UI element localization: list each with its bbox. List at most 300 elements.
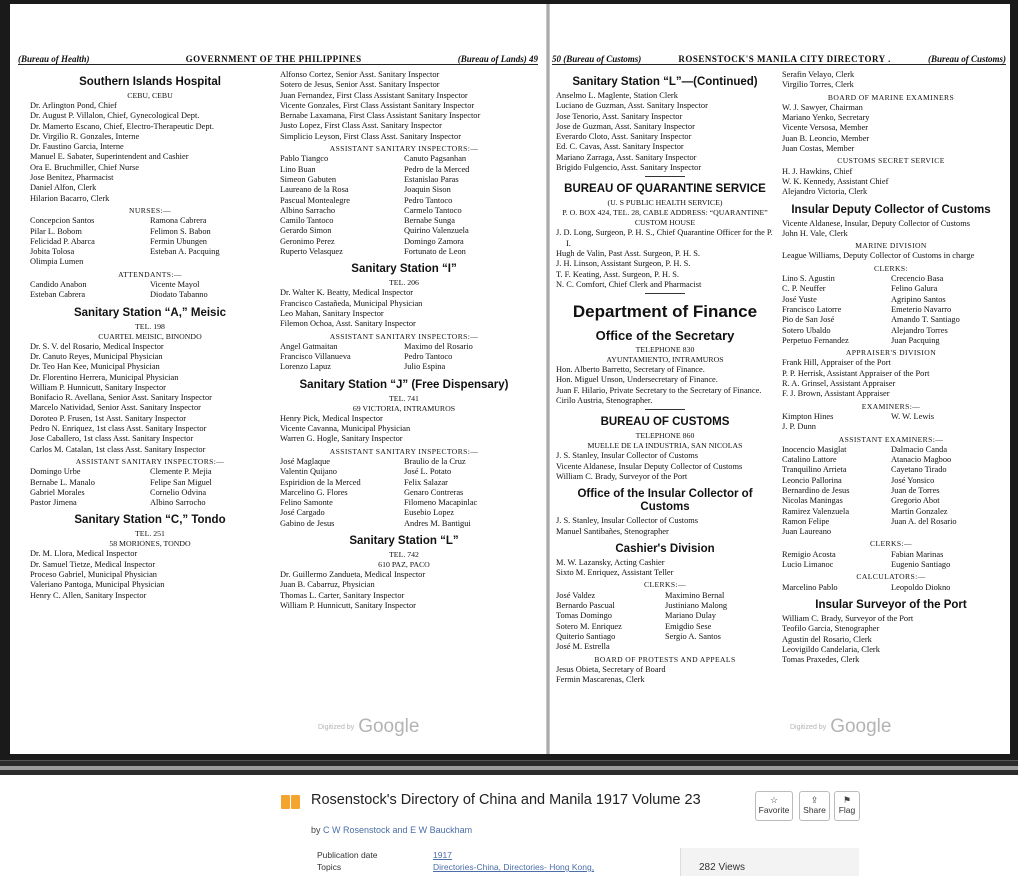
listing-entry: Cirilo Austria, Stenographer. — [556, 396, 653, 406]
listing-name: Simeon Gabuten — [280, 174, 337, 184]
name-pair — [556, 642, 774, 652]
listing-name: Albino Sarracho — [280, 205, 336, 215]
name-pair — [782, 284, 1000, 294]
listing-name: Felimon S. Babon — [150, 226, 211, 236]
listing-name: Atanacio Magboo — [891, 455, 952, 465]
name-pair — [30, 257, 270, 267]
subheading: ATTENDANTS:— — [118, 269, 182, 279]
address-line: 610 PAZ, PACO — [378, 559, 430, 569]
listing-entry: Dr. Walter K. Beatty, Medical Inspector — [280, 288, 414, 298]
listing-name: C. P. Neuffer — [782, 284, 826, 294]
section-heading: Cashier's Division — [615, 542, 715, 555]
listing-name: Pascual Montealegre — [280, 195, 350, 205]
address-line: TELEPHONE 830 — [635, 345, 695, 355]
listing-entry: Leo Mahan, Sanitary Inspector — [280, 308, 384, 318]
listing-entry: Serafin Velayo, Clerk — [782, 70, 855, 79]
listing-name: Eugenio Santiago — [891, 560, 951, 570]
listing-entry: Vicente Gonzales, First Class Assistant Sanitary Inspector — [280, 100, 475, 110]
name-pair — [280, 226, 528, 236]
listing-entry: Vicente Versosa, Member — [782, 123, 869, 133]
left-running-head — [18, 48, 538, 65]
section-heading: Office of the Insular Collector of Customs — [577, 488, 753, 514]
listing-entry: Vicente Cavanna, Municipal Physician — [280, 424, 411, 434]
listing-entry: Hilarion Bacarro, Clerk — [30, 193, 110, 203]
listing-entry: Pedro N. Enriquez, 1st class Asst. Sanitary Inspector — [30, 424, 207, 434]
listing-name: Pastor Jimena — [30, 498, 77, 508]
listing-entry: Luciano de Guzman, Asst. Sanitary Inspector — [556, 101, 708, 111]
listing-entry: Alfonso Cortez, Senior Asst. Sanitary Inspector — [280, 70, 440, 79]
right-column-2 — [782, 70, 1000, 665]
listing-entry: Jose Tenorio, Asst. Sanitary Inspector — [556, 111, 683, 121]
listing-name: Martin Gonzalez — [891, 506, 948, 516]
listing-entry: Juan B. Leoncio, Member — [782, 133, 870, 143]
listing-name: Amando T. Santiago — [891, 315, 960, 325]
listing-entry: Frank Hill, Appraiser of the Port — [782, 358, 891, 368]
name-pair — [556, 611, 774, 621]
listing-entry: Dr. Samuel Tietze, Medical Inspector — [30, 559, 156, 569]
listing-name: José Yuste — [782, 294, 817, 304]
address-line: CEBU, CEBU — [127, 91, 173, 100]
listing-entry: Daniel Alfon, Clerk — [30, 183, 97, 193]
listing-name: Justiniano Malong — [665, 601, 728, 611]
name-pair — [556, 601, 774, 611]
divider — [645, 176, 685, 177]
scrubber-track[interactable] — [0, 766, 1018, 770]
name-pair — [30, 216, 270, 226]
listing-name: Cayetano Tirado — [891, 465, 947, 475]
listing-entry: Carlos M. Catalan, 1st class Asst. Sanitary Inspector — [30, 444, 206, 454]
name-pair — [280, 206, 528, 216]
section-heading: Southern Islands Hospital — [79, 76, 221, 88]
listing-name: Candido Anabon — [30, 280, 87, 290]
listing-name: Esteban A. Pacquing — [150, 247, 220, 257]
listing-name: Juan Pacquing — [891, 335, 940, 345]
listing-entry: Jose Benitez, Pharmacist — [30, 173, 114, 183]
left-running-head-center: GOVERNMENT OF THE PHILIPPINES — [185, 54, 362, 64]
listing-entry: Hon. Miguel Unson, Undersecretary of Finance. — [556, 375, 718, 385]
listing-name: Carmelo Tantoco — [404, 205, 462, 215]
listing-name: Kimpton Hines — [782, 411, 834, 421]
listing-entry: Mariano Yenko, Secretary — [782, 113, 870, 123]
name-pair — [30, 227, 270, 237]
share-button[interactable] — [799, 791, 830, 821]
section-heading: Sanitary Station “L” — [349, 534, 459, 547]
share-icon: ⇪ — [810, 795, 819, 805]
right-running-head — [552, 48, 1006, 65]
listing-name: Vicente Mayol — [150, 280, 200, 290]
listing-name: Gerardo Simon — [280, 226, 332, 236]
listing-entry: Marcelo Natividad, Senior Asst. Sanitary Inspector — [30, 403, 201, 413]
listing-name: Domingo Urbe — [30, 467, 81, 477]
name-pair — [782, 507, 1000, 517]
listing-entry: J. H. Linson, Assistant Surgeon, P. H. S. — [556, 259, 691, 269]
flag-button[interactable] — [834, 791, 860, 821]
listing-name: Lino S. Agustin — [782, 274, 835, 284]
google-watermark-right — [790, 716, 891, 738]
section-heading: Sanitary Station “C,” Tondo — [74, 514, 226, 527]
listing-name: Gregorio Abot — [891, 496, 940, 506]
name-pair — [280, 478, 528, 488]
listing-name: Albino Sarrocho — [150, 498, 206, 508]
listing-name: José Maglaque — [280, 456, 331, 466]
address-line: TEL. 206 — [389, 278, 419, 288]
address-line: TEL. 742 — [389, 549, 419, 559]
listing-entry: William C. Brady, Surveyor of the Port — [556, 471, 688, 481]
section-heading: Department of Finance — [572, 302, 758, 322]
name-pair — [280, 185, 528, 195]
listing-name: Remigio Acosta — [782, 549, 836, 559]
name-pair — [30, 488, 270, 498]
listing-name: Ramirez Valenzuela — [782, 506, 850, 516]
author-link[interactable]: C W Rosenstock and E W Bauckham — [323, 825, 473, 835]
listing-entry: J. S. Stanley, Insular Collector of Customs — [556, 516, 699, 526]
subheading: ASSISTANT EXAMINERS:— — [838, 434, 944, 444]
listing-name: Fermin Ubungen — [150, 236, 207, 246]
listing-name: Eusebio Lopez — [404, 508, 455, 518]
address-line: CUSTOM HOUSE — [634, 218, 696, 228]
listing-name: Canuto Pagsanhan — [404, 154, 467, 164]
address-line: CUARTEL MEISIC, BINONDO — [98, 331, 202, 341]
listing-name: Sotero Ubaldo — [782, 325, 831, 335]
section-heading: Insular Deputy Collector of Customs — [791, 203, 991, 216]
listing-name: Maximino Bernal — [665, 590, 725, 600]
listing-name: Francisco Villanueva — [280, 352, 351, 362]
listing-entry: William C. Brady, Surveyor of the Port — [782, 613, 914, 623]
listing-entry: Hugh de Valin, Past Asst. Surgeon, P. H. S. — [556, 248, 700, 258]
listing-name: Braulio de la Cruz — [404, 456, 466, 466]
name-pair — [556, 632, 774, 642]
listing-entry: Filemon Ochoa, Asst. Sanitary Inspector — [280, 319, 416, 329]
item-title: Rosenstock's Directory of China and Manila 1917 Volume 23 — [311, 792, 701, 808]
listing-name: Sotero M. Enriquez — [556, 621, 622, 631]
subheading: ASSISTANT SANITARY INSPECTORS:— — [75, 456, 225, 466]
listing-name: Bernabe L. Manalo — [30, 477, 95, 487]
item-details — [0, 775, 1018, 876]
topics-label: Topics — [317, 862, 342, 872]
listing-name: Francisco Latorre — [782, 304, 842, 314]
listing-name: Catalino Lattore — [782, 455, 837, 465]
listing-entry: Simplicio Leyson, First Class Asst. Sanitary Inspector — [280, 131, 461, 141]
listing-entry: Proceso Gabriel, Municipal Physician — [30, 569, 157, 579]
subheading: CLERKS:— — [869, 539, 913, 549]
name-pair — [556, 591, 774, 601]
listing-entry: Dr. Mamerto Escano, Chief, Electro-Therapeutic Dept. — [30, 121, 214, 131]
listing-name: Jobita Tolosa — [30, 247, 75, 257]
name-pair — [556, 622, 774, 632]
listing-entry: League Williams, Deputy Collector of Customs in charge — [782, 251, 975, 261]
address-line: 69 VICTORIA, INTRAMUROS — [352, 403, 456, 413]
listing-name: Gabino de Jesus — [280, 518, 335, 528]
listing-name: Olimpia Lumen — [30, 257, 84, 267]
name-pair — [782, 305, 1000, 315]
listing-name: Bernardo Pascual — [556, 601, 615, 611]
section-heading: Sanitary Station “I” — [351, 263, 457, 276]
listing-name: Cornelio Odvina — [150, 487, 207, 497]
watermark-small: Digitized by — [318, 723, 355, 731]
name-pair — [280, 352, 528, 362]
section-heading: Sanitary Station “A,” Meisic — [73, 306, 227, 319]
name-pair — [280, 508, 528, 518]
watermark-large: Google — [830, 716, 892, 737]
listing-name: Emeterio Navarro — [891, 304, 952, 314]
star-icon: ☆ — [769, 795, 779, 805]
listing-name: Leoncio Pallorina — [782, 475, 842, 485]
address-line: TEL. 251 — [135, 529, 165, 539]
listing-name: José Cargado — [280, 508, 325, 518]
listing-name: Geronimo Perez — [280, 236, 335, 246]
address-line: P. O. BOX 424, TEL. 28, CABLE ADDRESS: “QUARANTINE” — [562, 208, 768, 218]
page-scrubber[interactable] — [0, 760, 1018, 776]
item-byline — [311, 825, 472, 835]
listing-name: Quirino Valenzuela — [404, 226, 469, 236]
name-pair — [782, 315, 1000, 325]
listing-name: W. W. Lewis — [891, 411, 934, 421]
share-label: Share — [803, 805, 826, 815]
listing-name: Pedro de la Merced — [404, 164, 470, 174]
listing-name: Alejandro Torres — [891, 325, 948, 335]
favorite-button[interactable] — [755, 791, 793, 821]
listing-entry: Mariano Zarraga, Asst. Sanitary Inspector — [556, 152, 697, 162]
listing-name: Felino Galura — [891, 284, 938, 294]
listing-entry: Alejandro Victoria, Clerk — [782, 187, 868, 197]
listing-name: Filomeno Macapinlac — [404, 498, 478, 508]
name-pair — [280, 175, 528, 185]
listing-entry: Dr. Arlington Pond, Chief — [30, 101, 117, 110]
listing-entry: Francisco Castañeda, Municipal Physician — [280, 298, 423, 308]
listing-entry: Tomas Praxedes, Clerk — [782, 655, 860, 665]
listing-name: Ramon Felipe — [782, 516, 830, 526]
name-pair — [280, 467, 528, 477]
listing-name: Estanislao Paras — [404, 174, 459, 184]
publication-date-value[interactable]: 1917 — [433, 850, 452, 860]
listing-entry: Vicente Aldanese, Insular, Deputy Collector of Customs — [782, 218, 971, 228]
listing-name: Juan A. del Rosario — [891, 516, 957, 526]
flag-icon: ⚑ — [842, 795, 852, 805]
listing-entry: William P. Hunnicutt, Sanitary Inspector — [280, 600, 416, 610]
subheading: ASSISTANT SANITARY INSPECTORS:— — [329, 446, 479, 456]
listing-name: Sergio A. Santos — [665, 631, 721, 641]
listing-name: Ramona Cabrera — [150, 216, 207, 226]
listing-name: J. P. Dunn — [782, 422, 816, 432]
name-pair — [280, 196, 528, 206]
listing-name — [150, 257, 270, 267]
name-pair — [782, 445, 1000, 455]
name-pair — [30, 467, 270, 477]
section-heading: Sanitary Station “J” (Free Dispensary) — [299, 378, 509, 391]
listing-entry: Dr. Teo Han Kee, Municipal Physician — [30, 362, 160, 372]
book-icon — [281, 795, 301, 810]
listing-entry: Dr. Florentino Herrera, Municipal Physician — [30, 372, 179, 382]
listing-entry: W. K. Kennedy, Assistant Chief — [782, 176, 889, 186]
listing-name — [665, 642, 774, 652]
listing-name: Marcelino Pablo — [782, 582, 838, 592]
name-pair — [782, 486, 1000, 496]
topics-value[interactable]: Directories-China, Directories- Hong Kong, — [433, 862, 595, 872]
subheading: CLERKS: — [873, 263, 909, 273]
name-pair — [782, 274, 1000, 284]
byline-prefix: by — [311, 825, 321, 835]
listing-name: Fortunato de Leon — [404, 247, 466, 257]
listing-name: Laureano de la Rosa — [280, 185, 349, 195]
name-pair — [782, 465, 1000, 475]
listing-entry: Henry C. Allen, Sanitary Inspector — [30, 590, 147, 600]
listing-entry: Justo Lopez, First Class Asst. Sanitary Inspector — [280, 121, 442, 131]
name-pair — [30, 290, 270, 300]
listing-name: Tranquilino Arrieta — [782, 465, 847, 475]
listing-name: Joaquin Sison — [404, 185, 451, 195]
listing-name: Domingo Zamora — [404, 236, 464, 246]
listing-entry: F. J. Brown, Assistant Appraiser — [782, 389, 890, 399]
listing-entry: H. J. Hawkins, Chief — [782, 166, 853, 176]
listing-name: Juan de Torres — [891, 485, 940, 495]
address-line: 58 MORIONES, TONDO — [109, 539, 191, 549]
listing-entry: Sixto M. Enriquez, Assistant Teller — [556, 568, 674, 578]
divider — [645, 409, 685, 410]
listing-name: Marcelino G. Flores — [280, 487, 348, 497]
flag-label: Flag — [838, 805, 856, 815]
subheading: BOARD OF PROTESTS AND APPEALS — [594, 654, 736, 664]
listing-name: Felicidad P. Abarca — [30, 236, 95, 246]
listing-entry: Jose de Guzman, Asst. Sanitary Inspector — [556, 121, 695, 131]
listing-entry: Dr. Guillermo Zandueta, Medical Inspector — [280, 569, 426, 579]
left-running-head-right: (Bureau of Lands) 49 — [457, 54, 538, 64]
listing-name: Fabian Marinas — [891, 549, 944, 559]
listing-name: Bernardino de Jesus — [782, 485, 850, 495]
listing-name: Inocencio Masiglat — [782, 444, 847, 454]
subheading: CALCULATORS:— — [856, 572, 926, 582]
name-pair — [30, 280, 270, 290]
listing-entry: Dr. M. Llora, Medical Inspector — [30, 549, 138, 559]
listing-entry: Teofilo Garcia, Stenographer — [782, 624, 880, 634]
address-line: TEL. 741 — [389, 393, 419, 403]
subheading: NURSES:— — [128, 205, 172, 215]
section-heading: BUREAU OF CUSTOMS — [600, 416, 730, 429]
listing-entry: Doroteo P. Frusen, 1st Asst. Sanitary Inspector — [30, 413, 187, 423]
name-pair — [30, 498, 270, 508]
listing-name: Felix Salazar — [404, 477, 448, 487]
listing-name: Ruperto Velasquez — [280, 247, 343, 257]
watermark-small: Digitized by — [790, 723, 827, 731]
listing-name: Pablo Tiangco — [280, 154, 329, 164]
listing-name: Lorenzo Lapuz — [280, 362, 331, 372]
publication-date-label: Publication date — [317, 850, 378, 860]
listing-entry: John H. Vale, Clerk — [782, 228, 848, 238]
name-pair — [782, 422, 1000, 432]
listing-entry: Agustin del Rosario, Clerk — [782, 634, 872, 644]
right-column-1 — [556, 70, 774, 685]
listing-name: Felino Samonte — [280, 498, 333, 508]
listing-name: Nicolas Maningas — [782, 496, 843, 506]
listing-name: Emigdio Sese — [665, 621, 712, 631]
listing-name: Pedro Tantoco — [404, 352, 453, 362]
listing-entry: Brigido Fulgencio, Asst. Sanitary Inspector — [556, 163, 702, 173]
listing-name: Pio de San José — [782, 315, 835, 325]
name-pair — [280, 519, 528, 529]
listing-name: Diodato Tabanno — [150, 290, 208, 300]
name-pair — [782, 476, 1000, 486]
listing-name: José L. Potato — [404, 467, 452, 477]
name-pair — [280, 342, 528, 352]
name-pair — [30, 478, 270, 488]
page-gutter — [546, 4, 550, 754]
name-pair — [280, 362, 528, 372]
views-count: 282 Views — [680, 848, 859, 876]
listing-entry: William P. Hunnicutt, Sanitary Inspector — [30, 382, 166, 392]
listing-name: Concepcion Santos — [30, 216, 95, 226]
listing-entry: Dr. August P. Villalon, Chief, Gynecological Dept. — [30, 111, 200, 121]
listing-name: Pedro Tantoco — [404, 195, 453, 205]
listing-entry: Juan Costas, Member — [782, 144, 855, 154]
listing-name: Mariano Dulay — [665, 611, 716, 621]
listing-entry: Jesus Obieta, Secretary of Board — [556, 664, 666, 674]
listing-name: Esteban Cabrera — [30, 290, 86, 300]
listing-entry: T. F. Keating, Asst. Surgeon, P. H. S. — [556, 269, 680, 279]
listing-entry: N. C. Comfort, Chief Clerk and Pharmacist — [556, 279, 702, 289]
listing-name: Julio Espina — [404, 362, 446, 372]
listing-name: Clemente P. Mejia — [150, 467, 212, 477]
name-pair — [782, 336, 1000, 346]
listing-name: Angel Gatmaitan — [280, 341, 338, 351]
listing-entry: Warren G. Hogle, Sanitary Inspector — [280, 434, 403, 444]
listing-entry: Ora E. Bruchmiller, Chief Nurse — [30, 162, 139, 172]
listing-entry: Thomas L. Carter, Sanitary Inspector — [280, 590, 405, 600]
name-pair — [782, 496, 1000, 506]
listing-name: Lucio Limanoc — [782, 560, 834, 570]
subheading: EXAMINERS:— — [861, 401, 921, 411]
listing-name: Tomas Domingo — [556, 611, 612, 621]
watermark-large: Google — [358, 716, 420, 737]
subheading: ASSISTANT SANITARY INSPECTORS:— — [329, 331, 479, 341]
section-heading: BUREAU OF QUARANTINE SERVICE — [564, 183, 766, 196]
listing-name — [891, 422, 1000, 432]
listing-entry: W. J. Sawyer, Chairman — [782, 102, 863, 112]
subheading: BOARD OF MARINE EXAMINERS — [827, 92, 955, 102]
right-running-head-right: (Bureau of Customs) — [927, 54, 1006, 64]
left-running-head-left: (Bureau of Health) — [18, 54, 90, 64]
listing-entry: Vicente Aldanese, Insular Deputy Collector of Customs — [556, 461, 743, 471]
listing-entry: Juan B. Cabarruz, Physician — [280, 580, 375, 590]
address-line: MUELLE DE LA INDUSTRIA, SAN NICOLAS — [587, 441, 743, 451]
name-pair — [782, 527, 1000, 537]
section-heading: Sanitary Station “L”—(Continued) — [572, 76, 758, 88]
listing-name: Crecencio Basa — [891, 274, 944, 284]
right-running-head-center: ROSENSTOCK'S MANILA CITY DIRECTORY . — [678, 54, 891, 64]
listing-name: Lino Buan — [280, 164, 316, 174]
listing-entry: Dr. Virgilio R. Gonzales, Interne — [30, 131, 140, 141]
name-pair — [280, 216, 528, 226]
listing-entry: Manuel Santibañes, Stenographer — [556, 526, 669, 536]
page-spread — [10, 4, 1010, 754]
left-page — [18, 12, 538, 750]
listing-entry: Dr. S. V. del Rosario, Medical Inspector — [30, 341, 164, 351]
listing-name: Quiterio Santiago — [556, 631, 616, 641]
name-pair — [280, 154, 528, 164]
listing-name: Gabriel Morales — [30, 487, 85, 497]
listing-name: José Yonsico — [891, 475, 935, 485]
listing-name: Felipe San Miguel — [150, 477, 212, 487]
name-pair — [280, 457, 528, 467]
name-pair — [782, 326, 1000, 336]
name-pair — [280, 498, 528, 508]
right-running-head-left: 50 (Bureau of Customs) — [552, 54, 642, 64]
listing-entry: Dr. Canuto Reyes, Municipal Physician — [30, 351, 163, 361]
listing-name: Leopoldo Diokno — [891, 582, 951, 592]
left-column-1 — [30, 70, 270, 601]
listing-entry: Valeriano Pantoga, Municipal Physician — [30, 580, 165, 590]
listing-entry: Manuel E. Sabater, Superintendent and Cashier — [30, 152, 189, 162]
listing-entry: Dr. Faustino Garcia, Interne — [30, 142, 124, 152]
listing-name: Perpetuo Fernandez — [782, 335, 849, 345]
